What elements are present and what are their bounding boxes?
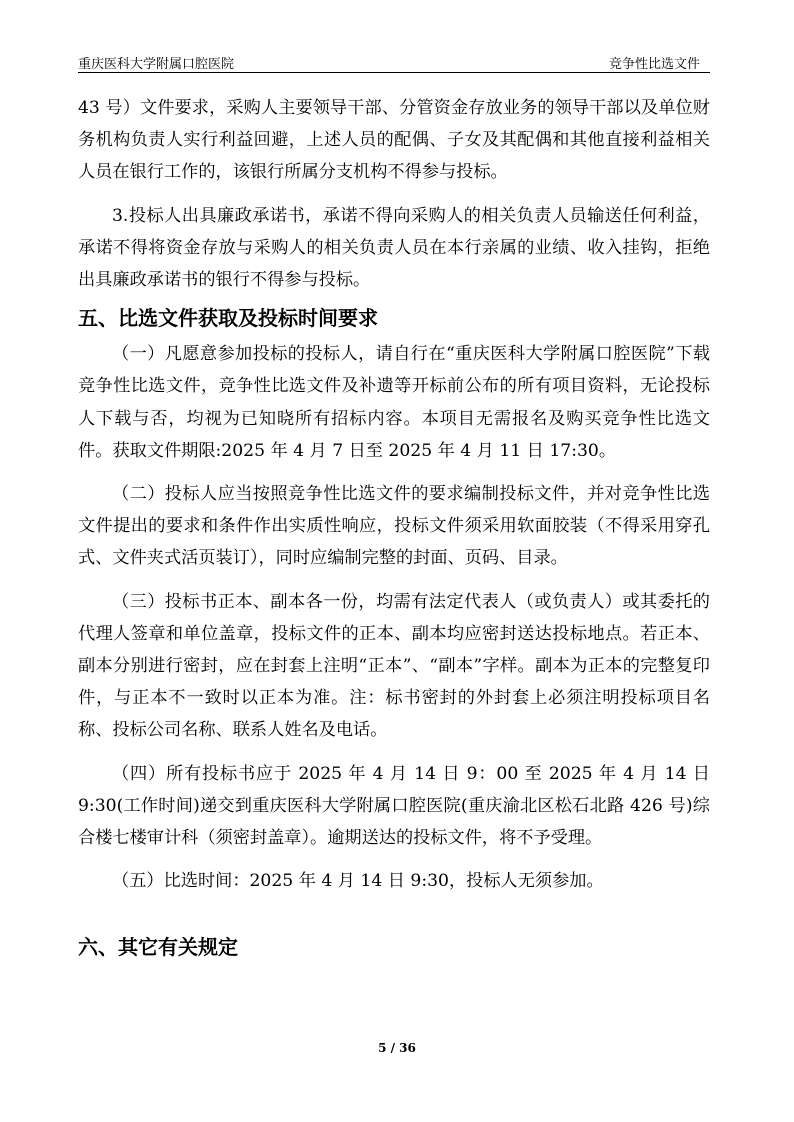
header-document-title: 竞争性比选文件	[608, 57, 700, 72]
paragraph-5-1: （一）凡愿意参加投标的投标人，请自行在“重庆医科大学附属口腔医院”下载竞争性比选文件，竞争性比选文件及补遗等开标前公布的所有项目资料，无论投标人下载与否，均视为已知晓所有招标内容。本项目无需报名及购买竞争性比选文件。获取文件期限:2025 年 4 月 7 日至 2025 年 4 月 11 日 17:30。	[78, 344, 710, 461]
paragraph-continued: 43 号）文件要求，采购人主要领导干部、分管资金存放业务的领导干部以及单位财务机构负责人实行利益回避，上述人员的配偶、子女及其配偶和其他直接利益相关人员在银行工作的，该银行所属分支机构不得参与投标。	[78, 98, 710, 183]
page-number: 5 / 36	[378, 1041, 416, 1055]
paragraph-5-2: （二）投标人应当按照竞争性比选文件的要求编制投标文件，并对竞争性比选文件提出的要求和条件作出实质性响应，投标文件须采用软面胶装（不得采用穿孔式、文件夹式活页装订），同时应编制完整的封面、页码、目录。	[78, 484, 710, 569]
paragraph-integrity-commitment: 3.投标人出具廉政承诺书，承诺不得向采购人的相关负责人员输送任何利益，承诺不得将资金存放与采购人的相关负责人员在本行亲属的业绩、收入挂钩，拒绝出具廉政承诺书的银行不得参与投标。	[78, 205, 710, 291]
paragraph-5-3: （三）投标书正本、副本各一份，均需有法定代表人（或负责人）或其委托的代理人签章和单位盖章，投标文件的正本、副本均应密封送达投标地点。若正本、副本分别进行密封，应在封套上注明“正本”、“副本”字样。副本为正本的完整复印件，与正本不一致时以正本为准。注：标书密封的外封套上必须注明投标项目名称、投标公司名称、联系人姓名及电话。	[78, 591, 710, 741]
section-heading-5: 五、比选文件获取及投标时间要求	[78, 306, 378, 331]
header-hospital-name: 重庆医科大学附属口腔医院	[78, 57, 235, 72]
section-heading-6: 六、其它有关规定	[78, 935, 238, 960]
page-header	[78, 50, 710, 73]
paragraph-5-5: （五）比选时间：2025 年 4 月 14 日 9:30，投标人无须参加。	[112, 871, 604, 892]
page-body	[78, 92, 710, 967]
paragraph-5-4: （四）所有投标书应于 2025 年 4 月 14 日 9：00 至 2025 年 4 月 14 日 9:30(工作时间)递交到重庆医科大学附属口腔医院(重庆渝北区松石北路 426 号)综合楼七楼审计科（须密封盖章）。逾期送达的投标文件，将不予受理。	[78, 763, 710, 849]
